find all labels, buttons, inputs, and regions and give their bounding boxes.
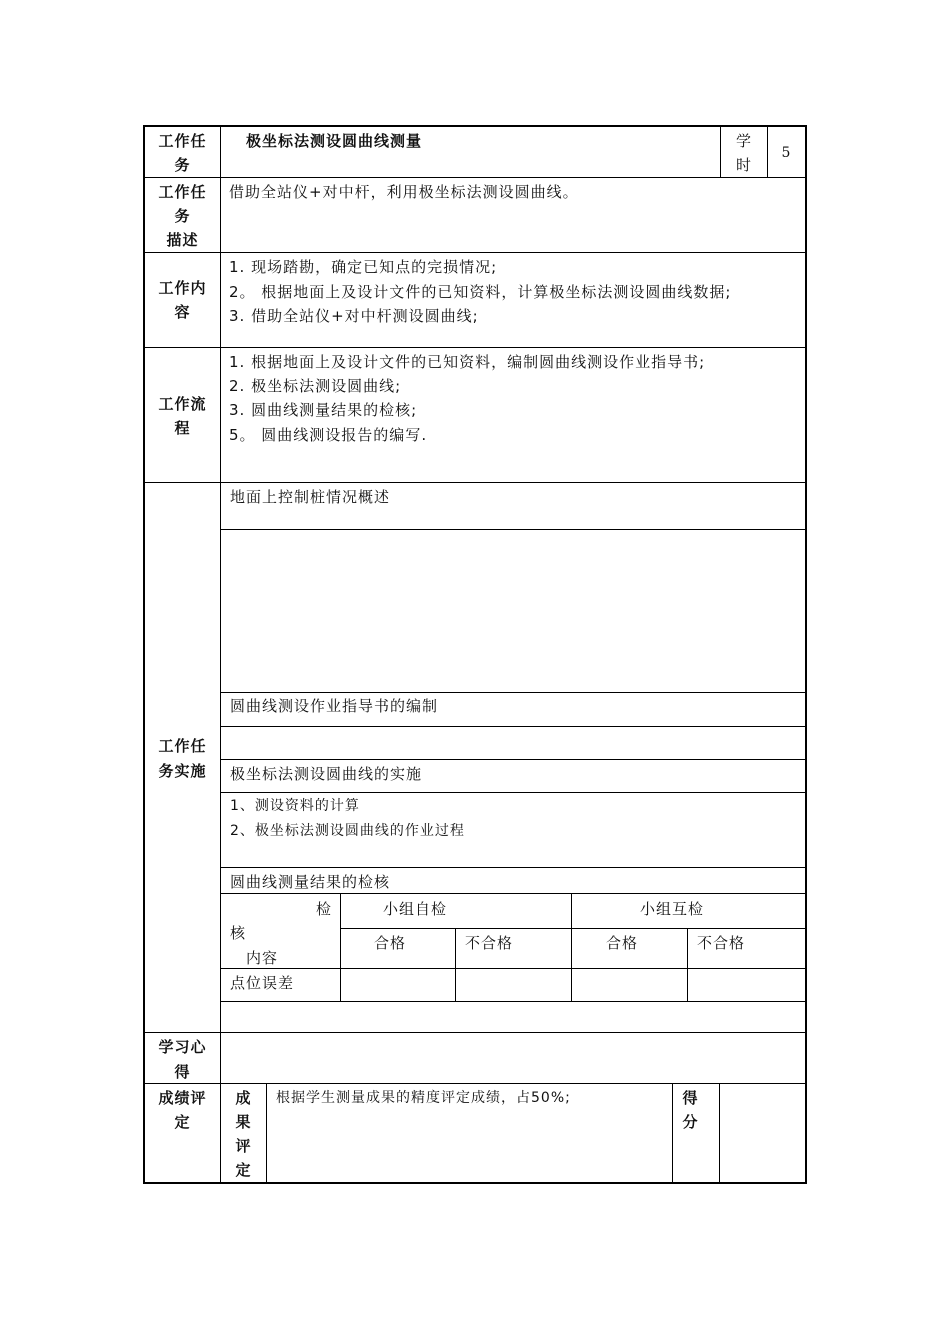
check-corner-top: 检 [316,900,333,918]
implementation-label-line-1: 工作任 [158,737,207,755]
impl-step-1: 1、测设资料的计算 [230,798,360,814]
process-item-2: 2. 极坐标法测设圆曲线; [229,377,402,395]
check-sep-3 [220,1001,807,1002]
process-label-line-2: 程 [174,419,191,437]
description-label-line-1: 工作任 [158,183,207,201]
process-label-line-1: 工作流 [158,395,207,413]
grading-sub-label-line-3: 评 [235,1137,252,1155]
check-corner-bottom: 内容 [246,949,279,967]
score-label-line-2: 分 [682,1113,699,1131]
learning-label-line-2: 得 [174,1063,191,1081]
impl-sep-2 [220,692,807,693]
content-label-line-2: 容 [174,303,191,321]
impl-sep-4 [220,759,807,760]
row-sep-2 [143,252,807,253]
grading-label-line-2: 定 [174,1113,191,1131]
mutual-pass-header: 合格 [606,934,639,952]
mutual-fail-header: 不合格 [697,934,746,952]
check-sep-1 [340,928,807,929]
impl-step-2: 2、极坐标法测设圆曲线的作业过程 [230,823,465,839]
self-fail-header: 不合格 [465,934,514,952]
impl-sep-5 [220,792,807,793]
self-pass-header: 合格 [374,934,407,952]
label-divider [220,125,221,1184]
process-item-1: 1. 根据地面上及设计文件的已知资料，编制圆曲线测设作业指导书; [229,353,706,371]
row-sep-1 [143,177,807,178]
grading-label-line-1: 成绩评 [158,1089,207,1107]
score-value-cell[interactable] [721,1085,804,1181]
grade-col-1 [266,1083,267,1183]
task-label-line-1: 工作任 [158,132,207,150]
check-col-2 [455,928,456,1001]
guide-book-heading: 圆曲线测设作业指导书的编制 [230,697,439,715]
learning-label-line-1: 学习心 [158,1038,207,1056]
group-mutual-header: 小组互检 [639,900,704,918]
grading-sub-label-line-1: 成 [235,1089,252,1107]
row-sep-6 [143,1083,807,1084]
control-overview-heading: 地面上控制桩情况概述 [230,488,391,506]
score-label-line-1: 得 [682,1089,699,1107]
content-label-line-1: 工作内 [158,279,207,297]
check-col-4 [687,928,688,1001]
content-item-2: 2。 根据地面上及设计文件的已知资料，计算极坐标法测设圆曲线数据; [229,283,732,301]
task-label-line-2: 务 [174,156,191,174]
impl-sep-3 [220,726,807,727]
content-item-1: 1. 现场踏勘，确定已知点的完损情况; [229,258,498,276]
point-error-label: 点位误差 [230,974,295,992]
impl-sep-1 [220,529,807,530]
border-top [143,125,807,127]
polar-impl-heading: 极坐标法测设圆曲线的实施 [230,765,423,783]
grading-sub-label-line-4: 定 [235,1161,252,1179]
grading-sub-label-line-2: 果 [235,1113,252,1131]
check-sep-2 [220,968,807,969]
grade-col-3 [719,1083,720,1183]
hours-label-line-1: 学 [735,132,752,150]
description-label-line-2: 务 [174,207,191,225]
row-sep-3 [143,347,807,348]
description-label-line-3: 描述 [166,231,199,249]
impl-sep-6 [220,867,807,868]
row-sep-5 [143,1032,807,1033]
border-right [805,125,807,1184]
process-item-4: 5。 圆曲线测设报告的编写. [229,426,428,444]
border-bottom [143,1182,807,1184]
description-text: 借助全站仪+对中杆，利用极坐标法测设圆曲线。 [229,183,579,201]
grading-text: 根据学生测量成果的精度评定成绩，占50%; [276,1090,571,1106]
hours-label-line-2: 时 [735,156,752,174]
group-self-header: 小组自检 [382,900,447,918]
check-corner-mid: 核 [230,924,247,942]
check-heading: 圆曲线测量结果的检核 [230,873,391,891]
row-sep-4 [143,482,807,483]
hours-value: 5 [781,145,792,161]
task-title: 极坐标法测设圆曲线测量 [246,132,423,150]
content-item-3: 3. 借助全站仪+对中杆测设圆曲线; [229,307,479,325]
implementation-label-line-2: 务实施 [158,762,207,780]
process-item-3: 3. 圆曲线测量结果的检核; [229,401,418,419]
